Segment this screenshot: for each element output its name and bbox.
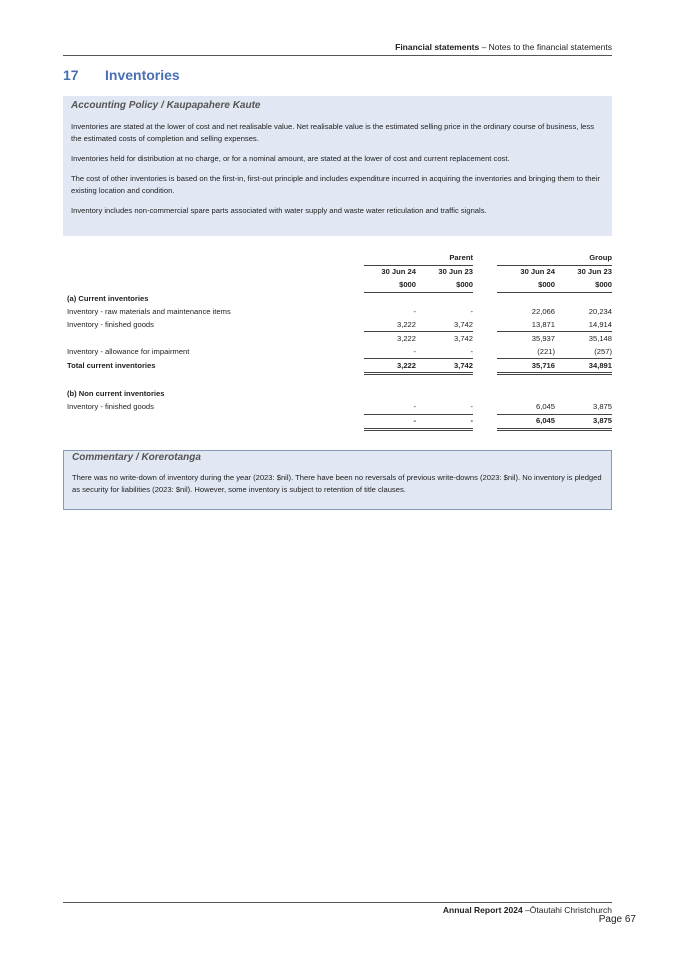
- cell-value: [416, 388, 473, 401]
- commentary-box: [63, 450, 612, 510]
- table-row: [67, 359, 612, 374]
- commentary-text: There was no write-down of inventory during the year (2023: $nil). There have been no reversals of previous write-downs (2023: $nil). No inventory is pledged as security for liabilities (2023: $nil). However, some inventory is subject to retention of title clauses.: [72, 473, 602, 494]
- parent-header: Parent: [364, 252, 473, 265]
- row-label: (b) Non current inventories: [67, 389, 165, 399]
- cell-value: 3,222: [364, 318, 416, 331]
- page-header: [63, 42, 612, 56]
- row-label: Inventory - allowance for impairment: [67, 346, 190, 356]
- row-label: (a) Current inventories: [67, 293, 149, 303]
- policy-paragraph: Inventories are stated at the lower of cost and net realisable value. Net realisable value is the estimated selling price in the ordinary course of business, less the estimated costs of completion and selling expenses.: [71, 122, 594, 143]
- cell-value: 14,914: [555, 318, 612, 331]
- policy-paragraph: Inventories held for distribution at no charge, or for a nominal amount, are stated at the lower of cost and current replacement cost.: [71, 154, 510, 163]
- table-row: [67, 345, 612, 358]
- cell-value: 3,222: [396, 333, 416, 343]
- table-row: [67, 292, 612, 305]
- cell-value: -: [416, 345, 473, 358]
- row-label: Inventory - finished goods: [67, 402, 154, 412]
- policy-heading: Accounting Policy / Kaupapahere Kaute: [71, 100, 261, 111]
- commentary-heading: Commentary / Korerotanga: [72, 452, 201, 463]
- cell-value: 20,234: [588, 307, 612, 316]
- unit-header: $000: [555, 279, 612, 292]
- table-row: [67, 401, 612, 414]
- period-header: 30 Jun 24: [381, 267, 416, 277]
- table-row: [67, 414, 612, 429]
- cell-value: [364, 292, 416, 305]
- row-label: [67, 332, 364, 345]
- cell-value: (221): [497, 345, 555, 358]
- cell-value: 35,716: [497, 359, 555, 374]
- footer-report-bold: Annual Report 2024: [442, 905, 523, 915]
- table-row: [67, 374, 612, 388]
- cell-value: [364, 388, 416, 401]
- accounting-policy-box: [63, 96, 612, 236]
- cell-value: 22,066: [531, 307, 555, 316]
- table-header-row: [67, 252, 612, 265]
- footer-report-rest: –Ōtautahi Christchurch: [522, 905, 612, 915]
- cell-value: [497, 388, 555, 401]
- table-row: [67, 332, 612, 345]
- table-row: [67, 318, 612, 331]
- cell-value: (257): [555, 345, 612, 358]
- period-header: 30 Jun 23: [577, 267, 612, 277]
- cell-value: 35,148: [588, 333, 612, 343]
- table-row: [67, 306, 612, 319]
- cell-value: 3,875: [555, 401, 612, 414]
- table-header-row: [67, 279, 612, 292]
- inventories-table: [67, 252, 612, 431]
- cell-value: 3,742: [453, 333, 473, 343]
- policy-paragraph: The cost of other inventories is based on the first-in, first-out principle and includes expenditure incurred in acquiring the inventories and bringing them to their existing location and condition.: [71, 174, 600, 195]
- cell-value: 3,222: [364, 359, 416, 374]
- row-label: Total current inventories: [67, 361, 156, 371]
- cell-value: -: [364, 401, 416, 414]
- cell-value: -: [416, 414, 473, 429]
- row-label: Inventory - raw materials and maintenance items: [67, 307, 231, 316]
- row-label: [67, 414, 364, 429]
- period-header: 30 Jun 23: [438, 267, 473, 277]
- table-row: [67, 388, 612, 401]
- group-header: Group: [497, 252, 612, 265]
- cell-value: 3,875: [555, 414, 612, 429]
- page-number: Page 67: [598, 914, 636, 925]
- cell-value: 13,871: [497, 318, 555, 331]
- section-heading: Inventories: [105, 67, 180, 83]
- unit-header: $000: [416, 279, 473, 292]
- cell-value: [416, 292, 473, 305]
- cell-value: [497, 292, 555, 305]
- cell-value: 6,045: [497, 401, 555, 414]
- unit-header: $000: [364, 279, 416, 292]
- section-title: [63, 67, 180, 83]
- policy-paragraph: Inventory includes non-commercial spare parts associated with water supply and waste water reticulation and traffic signals.: [71, 206, 487, 215]
- cell-value: 35,937: [531, 333, 555, 343]
- cell-value: 3,742: [416, 359, 473, 374]
- cell-value: -: [364, 414, 416, 429]
- section-number: 17: [63, 67, 79, 83]
- header-title-bold: Financial statements: [395, 42, 480, 52]
- period-header: 30 Jun 24: [520, 267, 555, 277]
- row-label: Inventory - finished goods: [67, 320, 154, 330]
- cell-value: -: [416, 401, 473, 414]
- cell-value: 6,045: [497, 414, 555, 429]
- cell-value: [555, 388, 612, 401]
- table-header-row: [67, 265, 612, 278]
- cell-value: -: [364, 345, 416, 358]
- unit-header: $000: [497, 279, 555, 292]
- cell-value: 34,891: [555, 359, 612, 374]
- cell-value: 3,742: [416, 318, 473, 331]
- row-label: [67, 374, 364, 388]
- cell-value: [555, 292, 612, 305]
- cell-value: -: [413, 307, 416, 316]
- cell-value: -: [470, 307, 473, 316]
- header-title-rest: – Notes to the financial statements: [479, 42, 612, 52]
